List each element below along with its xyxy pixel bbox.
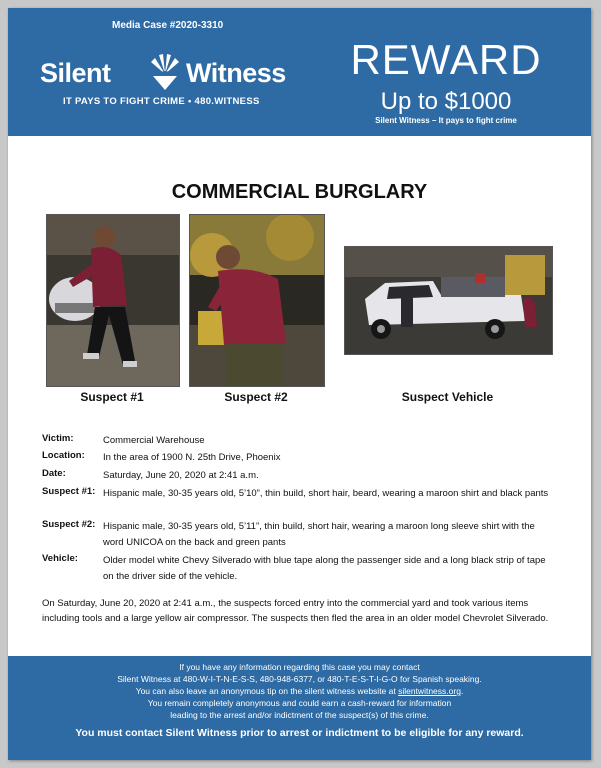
detail-label: Suspect #1:: [42, 486, 96, 497]
brand-tagline: IT PAYS TO FIGHT CRIME • 480.WITNESS: [63, 96, 260, 107]
detail-label: Location:: [42, 450, 85, 461]
suspect-2-photo: [189, 214, 325, 387]
detail-label: Victim:: [42, 433, 74, 444]
brand-word-silent: Silent: [40, 58, 111, 88]
footer-line-3: [8, 685, 591, 697]
footer-line-1: If you have any information regarding this case you may contact: [179, 662, 420, 672]
suspect-vehicle-photo: [344, 246, 553, 355]
media-case-number: Media Case #2020-3310: [112, 20, 224, 31]
footer-banner: [8, 656, 591, 760]
detail-value: Hispanic male, 30-35 years old, 5’10”, thin build, short hair, beard, wearing a maroon shirt and black pants: [103, 488, 549, 499]
detail-value: Commercial Warehouse: [103, 435, 205, 446]
reward-amount: Up to $1000: [380, 88, 512, 115]
sunburst-logo-icon: [147, 52, 183, 92]
suspect-vehicle-caption: Suspect Vehicle: [401, 390, 494, 404]
detail-value: Saturday, June 20, 2020 at 2:41 a.m.: [103, 470, 259, 481]
footer-line-3-end: .: [460, 686, 464, 696]
brand-word-witness: Witness: [186, 58, 286, 88]
detail-label: Date:: [42, 468, 66, 479]
case-narrative: On Saturday, June 20, 2020 at 2:41 a.m., the suspects forced entry into the commercial yard and took various items including tools and a large yellow air compressor. The suspects then fled the area in an older model Chevrolet Silverado.: [42, 598, 549, 624]
footer-line-3-text: You can also leave an anonymous tip on the silent witness website at: [135, 686, 399, 696]
suspect-1-photo: [46, 214, 180, 387]
suspect-1-caption: Suspect #1: [80, 390, 144, 404]
reward-subtext: Silent Witness – It pays to fight crime: [375, 116, 517, 125]
footer-line-2: Silent Witness at 480-W-I-T-N-E-S-S, 480-948-6377, or 480-T-E-S-T-I-G-O for Spanish speaking.: [117, 674, 482, 684]
eligibility-notice: You must contact Silent Witness prior to arrest or indictment to be eligible for any reward.: [75, 727, 524, 739]
flyer-page: [8, 8, 591, 760]
detail-value: Older model white Chevy Silverado with blue tape along the passenger side and a long black strip of tape on the driver side of the vehicle.: [103, 555, 546, 582]
case-title: COMMERCIAL BURGLARY: [171, 181, 428, 203]
silent-witness-brand: [40, 58, 308, 92]
footer-line-4: You remain completely anonymous and could earn a cash-reward for information: [147, 698, 452, 708]
footer-line-5: leading to the arrest and/or indictment of the suspect(s) of this crime.: [170, 710, 429, 720]
detail-label: Suspect #2:: [42, 519, 96, 530]
silentwitness-website-link[interactable]: silentwitness.org: [398, 686, 461, 696]
detail-label: Vehicle:: [42, 553, 78, 564]
header-banner: [8, 8, 591, 136]
reward-heading: REWARD: [350, 36, 542, 83]
detail-value: In the area of 1900 N. 25th Drive, Phoenix: [103, 452, 281, 463]
suspect-2-caption: Suspect #2: [224, 390, 288, 404]
detail-value: Hispanic male, 30-35 years old, 5’11”, thin build, short hair, wearing a maroon long sleeve shirt with the word UNICOA on the back and green pants: [103, 521, 535, 548]
